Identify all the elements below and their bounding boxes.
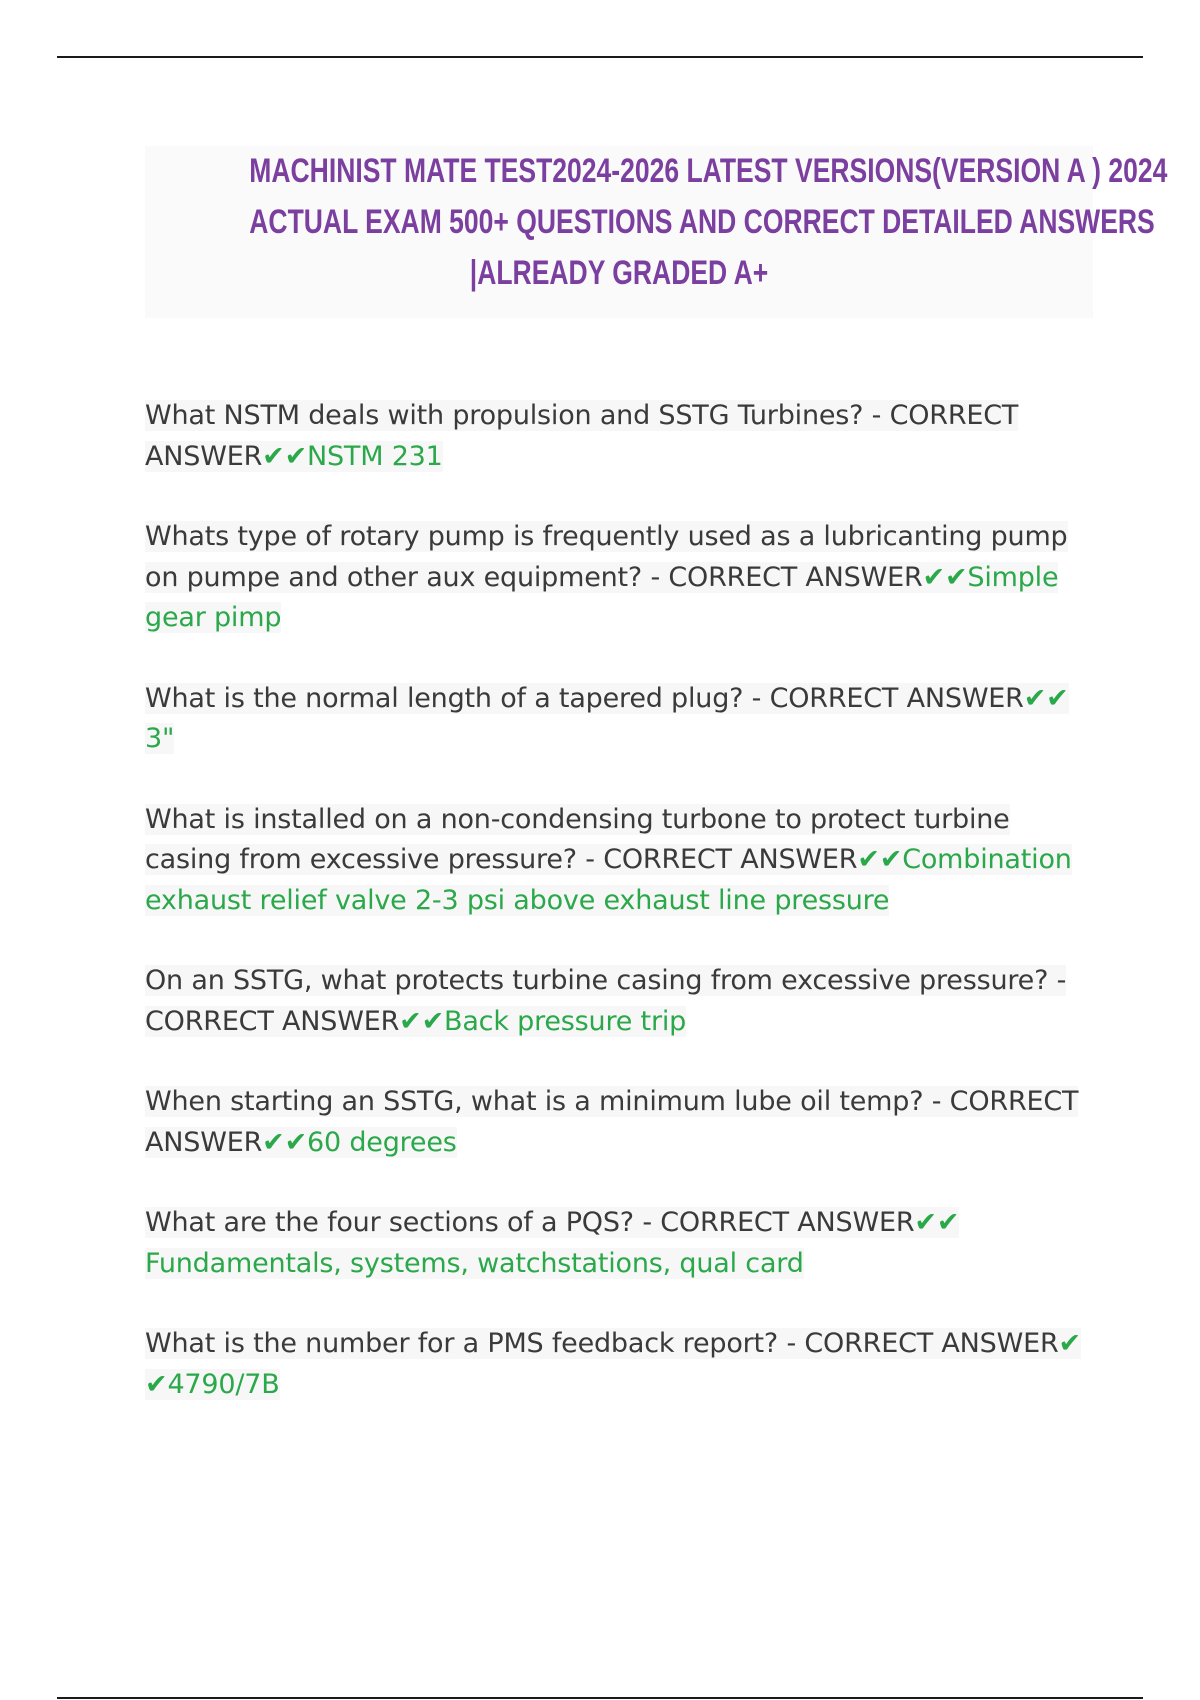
correct-answer-marker: - CORRECT ANSWER	[145, 400, 1019, 472]
check-icon: ✔	[914, 1207, 937, 1238]
top-rule	[57, 56, 1143, 58]
qa-item	[145, 396, 1085, 477]
correct-answer-marker: - CORRECT ANSWER	[751, 682, 1024, 714]
qa-item	[145, 517, 1085, 639]
title-block	[145, 146, 1168, 318]
answer-text: 60 degrees	[307, 1126, 457, 1158]
qa-item	[145, 679, 1085, 760]
question-text: What are the four sections of a PQS?	[145, 1207, 634, 1238]
check-icon: ✔	[262, 1126, 285, 1158]
question-text: What NSTM deals with propulsion and SSTG Turbines?	[145, 400, 864, 431]
correct-answer-marker: - CORRECT ANSWER	[145, 965, 1067, 1037]
check-icon: ✔	[399, 1005, 422, 1037]
qa-item	[145, 1203, 1085, 1284]
check-icon: ✔	[936, 1207, 960, 1238]
qa-list	[145, 396, 1085, 1405]
answer-text: NSTM 231	[307, 440, 443, 472]
answer-text: 4790/7B	[167, 1368, 280, 1400]
answer-text: Combination exhaust relief valve 2-3 psi above exhaust line pressure	[145, 844, 1072, 916]
check-icon: ✔	[857, 844, 880, 875]
correct-answer-marker: - CORRECT ANSWER	[650, 561, 923, 593]
question-text: What is the number for a PMS feedback report?	[145, 1328, 779, 1359]
question-text: Whats type of rotary pump is frequently used as a lubricanting pump on pumpe and other aux equipment?	[145, 521, 1068, 593]
check-icon: ✔	[145, 1368, 168, 1400]
correct-answer-marker: - CORRECT ANSWER	[585, 844, 858, 875]
check-icon: ✔	[1058, 1328, 1081, 1359]
question-text: What is the normal length of a tapered plug?	[145, 682, 744, 714]
qa-item	[145, 1324, 1085, 1405]
correct-answer-marker: - CORRECT ANSWER	[642, 1207, 915, 1238]
check-icon: ✔	[284, 1126, 307, 1158]
document-title-line-2: ACTUAL EXAM 500+ QUESTIONS AND CORRECT DETAILED ANSWERS	[249, 203, 1155, 241]
document-title-line-3: |ALREADY GRADED A+	[469, 254, 769, 292]
check-icon: ✔	[1023, 682, 1047, 714]
question-text: What is installed on a non-condensing turbone to protect turbine casing from excessive pressure?	[145, 803, 1010, 875]
qa-item	[145, 961, 1085, 1042]
qa-item	[145, 1082, 1085, 1163]
check-icon: ✔	[944, 561, 968, 593]
correct-answer-marker: - CORRECT ANSWER	[145, 1086, 1079, 1158]
answer-text: Simple gear pimp	[145, 561, 1059, 633]
check-icon: ✔	[1046, 682, 1069, 714]
check-icon: ✔	[879, 844, 903, 875]
answer-text: 3"	[145, 723, 175, 754]
question-text: When starting an SSTG, what is a minimum lube oil temp?	[145, 1086, 924, 1117]
question-text: On an SSTG, what protects turbine casing from excessive pressure?	[145, 965, 1049, 996]
qa-item	[145, 800, 1085, 922]
correct-answer-marker: - CORRECT ANSWER	[786, 1328, 1059, 1359]
answer-text: Back pressure trip	[444, 1005, 687, 1037]
check-icon: ✔	[262, 440, 285, 472]
check-icon: ✔	[421, 1005, 445, 1037]
document-title-line-1: MACHINIST MATE TEST2024-2026 LATEST VERSIONS(VERSION A ) 2024	[249, 152, 1168, 190]
bottom-rule	[57, 1697, 1143, 1699]
check-icon: ✔	[284, 440, 307, 472]
answer-text: Fundamentals, systems, watchstations, qual card	[145, 1247, 804, 1279]
check-icon: ✔	[922, 561, 945, 593]
